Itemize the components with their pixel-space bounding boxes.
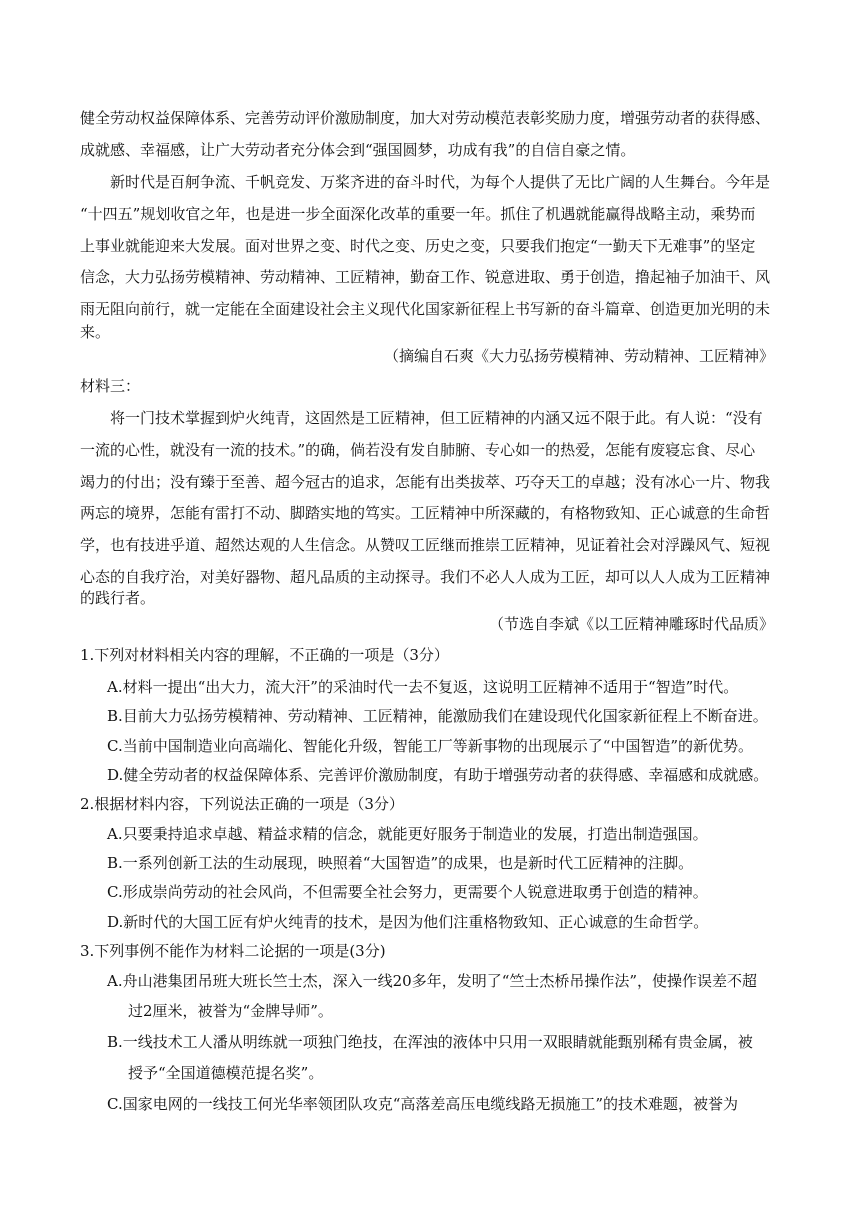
text-line: 两忘的境界，怎能有雷打不动、脚踏实地的笃实。工匠精神中所深藏的，有格物致知、正心诚意的生命哲 <box>80 504 771 522</box>
question-2-option-b: B.一系列创新工法的生动展现，映照着“大国智造”的成果，也是新时代工匠精神的注脚。 <box>107 854 694 872</box>
section-heading: 材料三： <box>80 377 141 395</box>
question-3-option-b-cont: 授予“全国道德模范提名奖”。 <box>128 1064 324 1082</box>
question-1-option-d: D.健全劳动者的权益保障体系、完善评价激励制度，有助于增强劳动者的获得感、幸福感和成就感。 <box>107 766 769 784</box>
text-line: “十四五”规划收官之年，也是进一步全面深化改革的重要一年。抓住了机遇就能赢得战略主动，乘势而 <box>80 205 756 223</box>
text-line: 学，也有技进乎道、超然达观的人生信念。从赞叹工匠继而推崇工匠精神，见证着社会对浮躁风气、短视 <box>80 536 771 554</box>
text-line: 竭力的付出；没有臻于至善、超今冠古的追求，怎能有出类拔萃、巧夺天工的卓越；没有冰心一片、物我 <box>80 473 771 491</box>
source-citation: （节选自李斌《以工匠精神雕琢时代品质》 <box>488 615 774 633</box>
question-3: 3.下列事例不能作为材料二论据的一项是(3分) <box>80 942 386 960</box>
text-line: 上事业就能迎来大发展。面对世界之变、时代之变、历史之变，只要我们抱定“一勤天下无难事”的坚定 <box>80 237 756 255</box>
question-3-option-a: A.舟山港集团吊班大班长竺士杰，深入一线20多年，发明了“竺士杰桥吊操作法”，使操作误差不超 <box>107 972 758 990</box>
question-1: 1.下列对材料相关内容的理解，不正确的一项是（3分） <box>80 646 449 664</box>
question-2-option-d: D.新时代的大国工匠有炉火纯青的技术，是因为他们注重格物致知、正心诚意的生命哲学。 <box>107 913 709 931</box>
question-2-option-a: A.只要秉持追求卓越、精益求精的信念，就能更好服务于制造业的发展，打造出制造强国。 <box>107 825 708 843</box>
question-3-option-b: B.一线技术工人潘从明练就一项独门绝技，在浑浊的液体中只用一双眼睛就能甄别稀有贵金属，被 <box>107 1033 753 1051</box>
text-line: 一流的心性，就没有一流的技术。”的确，倘若没有发自肺腑、专心如一的热爱，怎能有废寝忘食、尽心 <box>80 441 756 459</box>
question-1-option-a: A.材料一提出“出大力，流大汗”的采油时代一去不复返，这说明工匠精神不适用于“智造”时代。 <box>107 678 739 696</box>
question-2-option-c: C.形成崇尚劳动的社会风尚，不但需要全社会努力，更需要个人锐意进取勇于创造的精神。 <box>107 883 708 901</box>
text-line: 雨无阻向前行，就一定能在全面建设社会主义现代化国家新征程上书写新的奋斗篇章、创造更加光明的未 <box>80 300 771 318</box>
question-3-option-c: C.国家电网的一线技工何光华率领团队攻克“高落差高压电缆线路无损施工”的技术难题，被誉为 <box>107 1095 739 1113</box>
question-3-option-a-cont: 过2厘米，被誉为“金牌导师”。 <box>128 1002 333 1020</box>
source-citation: （摘编自石爽《大力弘扬劳模精神、劳动精神、工匠精神》 <box>383 347 774 365</box>
question-2: 2.根据材料内容，下列说法正确的一项是（3分） <box>80 795 404 813</box>
text-line: 的践行者。 <box>80 589 156 607</box>
question-1-option-b: B.目前大力弘扬劳模精神、劳动精神、工匠精神，能激励我们在建设现代化国家新征程上不断奋进。 <box>107 707 768 725</box>
paragraph-start: 新时代是百舸争流、千帆竞发、万桨齐进的奋斗时代，为每个人提供了无比广阔的人生舞台。今年是 <box>110 173 771 191</box>
text-line: 来。 <box>80 323 111 341</box>
question-1-option-c: C.当前中国制造业向高端化、智能化升级，智能工厂等新事物的出现展示了“中国智造”的新优势。 <box>107 737 754 755</box>
text-line: 信念，大力弘扬劳模精神、劳动精神、工匠精神，勤奋工作、锐意进取、勇于创造，撸起袖子加油干、风 <box>80 268 771 286</box>
paragraph-start: 将一门技术掌握到炉火纯青，这固然是工匠精神，但工匠精神的内涵又远不限于此。有人说：“没有 <box>110 409 763 427</box>
text-line: 健全劳动权益保障体系、完善劳动评价激励制度，加大对劳动模范表彰奖励力度，增强劳动者的获得感、 <box>80 109 771 127</box>
text-line: 成就感、幸福感，让广大劳动者充分体会到“强国圆梦，功成有我”的自信自豪之情。 <box>80 141 636 159</box>
text-line: 心态的自我疗治，对美好器物、超凡品质的主动探寻。我们不必人人成为工匠，却可以人人成为工匠精神 <box>80 568 771 586</box>
